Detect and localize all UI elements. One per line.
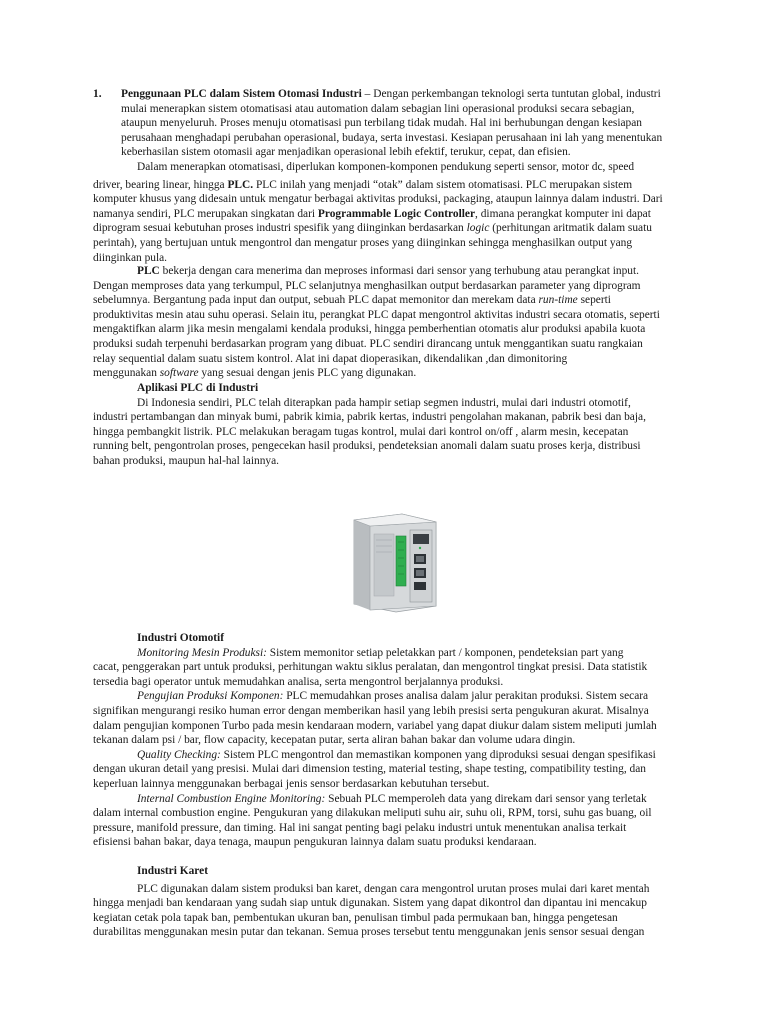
text-line: signifikan mengurangi resiko human error dengan memberikan hasil yang lebih presisi serta pengukuran akurat. Misalnya: [93, 704, 649, 717]
text-line: Di Indonesia sendiri, PLC telah diterapkan pada hampir setiap segmen industri, mulai dari industri otomotif,: [137, 396, 631, 409]
aplikasi-heading: Aplikasi PLC di Industri: [137, 382, 259, 394]
text-line: running belt, pengontrolan proses, pengecekan hasil produksi, pendeteksian anomali dalam suatu proses kerja, distribusi: [93, 440, 641, 453]
text-line: mengaktifkan alarm jika mesin mengalami kendala produksi, hingga pemberhentian otomatis alur produksi apabila kuota: [93, 323, 646, 336]
text-line: keberhasilan sistem otomasii agar menjadikan operasional lebih efektif, terukur, cepat, dan efisien.: [121, 146, 571, 159]
paragraph-otomatisasi: [93, 160, 663, 265]
text-line: Pengujian Produksi Komponen: PLC memudahkan proses analisa dalam jalur perakitan produksi. Sistem secara: [137, 690, 649, 703]
text-line: – Dengan perkembangan teknologi serta tuntutan global, industri: [361, 88, 661, 100]
text-line: sebelumnya. Bergantung pada input dan output, sebuah PLC dapat memonitor dan merekam data run-time seperti: [93, 294, 611, 307]
text-line: hingga pembangkit listrik. PLC melakukan beragam tugas kontrol, mulai dari kontrol on/off , alarm mesin, kecepatan: [93, 425, 629, 438]
section-intro: [121, 87, 662, 160]
otomotif-heading: Industri Otomotif: [137, 632, 225, 644]
text-line: produktivitas mesin atau suhu operasi. Selain itu, perangkat PLC dapat mengontrol aktivitas industri secara otomatis, seperti: [93, 308, 660, 321]
text-line: relay sequential dalam suatu sistem kontrol. Alat ini dapat dioperasikan, dikendalikan ,dan dimonitoring: [93, 352, 568, 365]
text-line: komputer khusus yang didesain untuk mengatur berbagai aktivitas produksi, packaging, ataupun lainnya dalam industri. Dari: [93, 193, 663, 206]
text-line: Monitoring Mesin Produksi: Sistem memonitor setiap peletakkan part / komponen, pendeteksian part yang: [137, 646, 624, 659]
text-line: tekanan dalam psi / bar, flow capacity, kecepatan putar, serta aliran bahan bakar dan volume udara dingin.: [93, 734, 576, 747]
text-line: PLC digunakan dalam sistem produksi ban karet, dengan cara mengontrol urutan proses mulai dari karet mentah: [137, 882, 650, 895]
text-line: driver, bearing linear, hingga PLC. PLC inilah yang menjadi “otak” dalam sistem otomatisasi. PLC merupakan sistem: [93, 178, 633, 191]
section-karet: [93, 864, 649, 940]
text-line: menggunakan software yang sesuai dengan jenis PLC yang digunakan.: [93, 367, 417, 380]
section-number: 1.: [93, 88, 102, 100]
text-line: cacat, penggerakan part untuk produksi, perhitungan waktu siklus peralatan, dan mengontrol tingkat presisi. Data statistik: [93, 661, 648, 674]
text-line: tersedia bagi operator untuk memudahkan analisa, serta mengontrol berjalannya produksi.: [93, 675, 504, 688]
text-line: Internal Combustion Engine Monitoring: Sebuah PLC memperoleh data yang direkam dari sensor yang terletak: [137, 792, 647, 805]
text-line: Dalam menerapkan otomatisasi, diperlukan komponen-komponen pendukung seperti sensor, motor dc, speed: [137, 161, 635, 173]
text-line: diinginkan pula.: [93, 251, 168, 264]
text-line: hingga menjadi ban kendaraan yang sudah siap untuk digunakan. Sistem yang dapat dikontrol dan dipantau ini mencakup: [93, 897, 647, 910]
text-line: diprogram sesuai kebutuhan proses industri spesifik yang diinginkan berdasarkan logic (perhitungan aritmatik dalam suatu: [93, 222, 652, 235]
text-line: perintah), yang bertujuan untuk mengontrol dan mengatur proses yang diinginkan sehingga menghasilkan output yang: [93, 236, 633, 249]
section-aplikasi: [93, 381, 646, 469]
text-line: bahan produksi, maupun hal-hal lainnya.: [93, 454, 279, 467]
text-line: ataupun menyeluruh. Proses menuju otomatisasi pun terbilang tidak mudah. Hal ini berhubungan dengan kesiapan: [121, 117, 643, 130]
paragraph-plc-cara-kerja: [93, 264, 660, 381]
text-line: dalam internal combustion engine. Pengukuran yang dilakukan meliputi suhu air, suhu oli, RPM, torsi, suhu gas buang, oil: [93, 807, 652, 820]
text-line: namanya sendiri, PLC merupakan singkatan dari Programmable Logic Controller, dimana perangkat komputer ini dapat: [93, 207, 651, 220]
text-line: produksi sudah terpenuhi berdasarkan program yang dibuat. PLC sendiri dirancang untuk menggantikan suatu rangkaian: [93, 337, 643, 350]
text-line: Quality Checking: Sistem PLC mengontrol dan memastikan komponen yang diproduksi sesuai dengan spesifikasi: [137, 748, 656, 761]
text-line: Dengan memproses data yang terkumpul, PLC selanjutnya menghasilkan output berdasarkan parameter yang diprogram: [93, 279, 641, 292]
text-line: mulai menerapkan sistem otomatisasi atau automation dalam sebagian lini operasional produksi secara sebagian,: [121, 102, 635, 115]
text-line: keperluan lainnya menggunakan berbagai jenis sensor berdasarkan kebutuhan tersebut.: [93, 777, 490, 790]
section-title: Penggunaan PLC dalam Sistem Otomasi Industri: [121, 88, 362, 100]
text-line: efisiensi bahan bakar, daya tenaga, maupun pengukuran lainnya dalam suatu produksi kendaraan.: [93, 836, 537, 849]
text-line: perusahaan menghadapi perubahan operasional, budaya, serta investasi. Kesiapan perusahaan ini lah yang menentukan: [121, 131, 663, 144]
text-line: PLC bekerja dengan cara menerima dan meproses informasi dari sensor yang terhubung atau perangkat input.: [137, 265, 639, 277]
karet-heading: Industri Karet: [137, 865, 208, 877]
text-line: pressure, manifold pressure, dan timing. Hal ini sangat penting bagi pelaku industri untuk menentukan analisa terkait: [93, 821, 627, 834]
text-line: dalam pengujian komponen Turbo pada mesin kendaraan modern, variabel yang dapat diukur dalam sistem meliputi jumlah: [93, 719, 657, 732]
plc-device-image: [340, 506, 444, 616]
text-line: kegiatan cetak pola tapak ban, pembentukan ukuran ban, penulisan timbul pada permukaan ban, hingga pengetesan: [93, 911, 618, 924]
section-otomotif: [93, 631, 657, 850]
text-line: dengan ukuran detail yang presisi. Mulai dari dimension testing, material testing, shape testing, compatibility testing, dan: [93, 763, 646, 776]
text-line: durabilitas menggunakan mesin putar dan tekanan. Semua proses tersebut tentu menggunakan jenis sensor sesuai dengan: [93, 926, 645, 939]
text-line: industri pertambangan dan minyak bumi, pabrik kimia, pabrik kertas, industri pengolahan makanan, pabrik besi dan baja,: [93, 411, 646, 424]
